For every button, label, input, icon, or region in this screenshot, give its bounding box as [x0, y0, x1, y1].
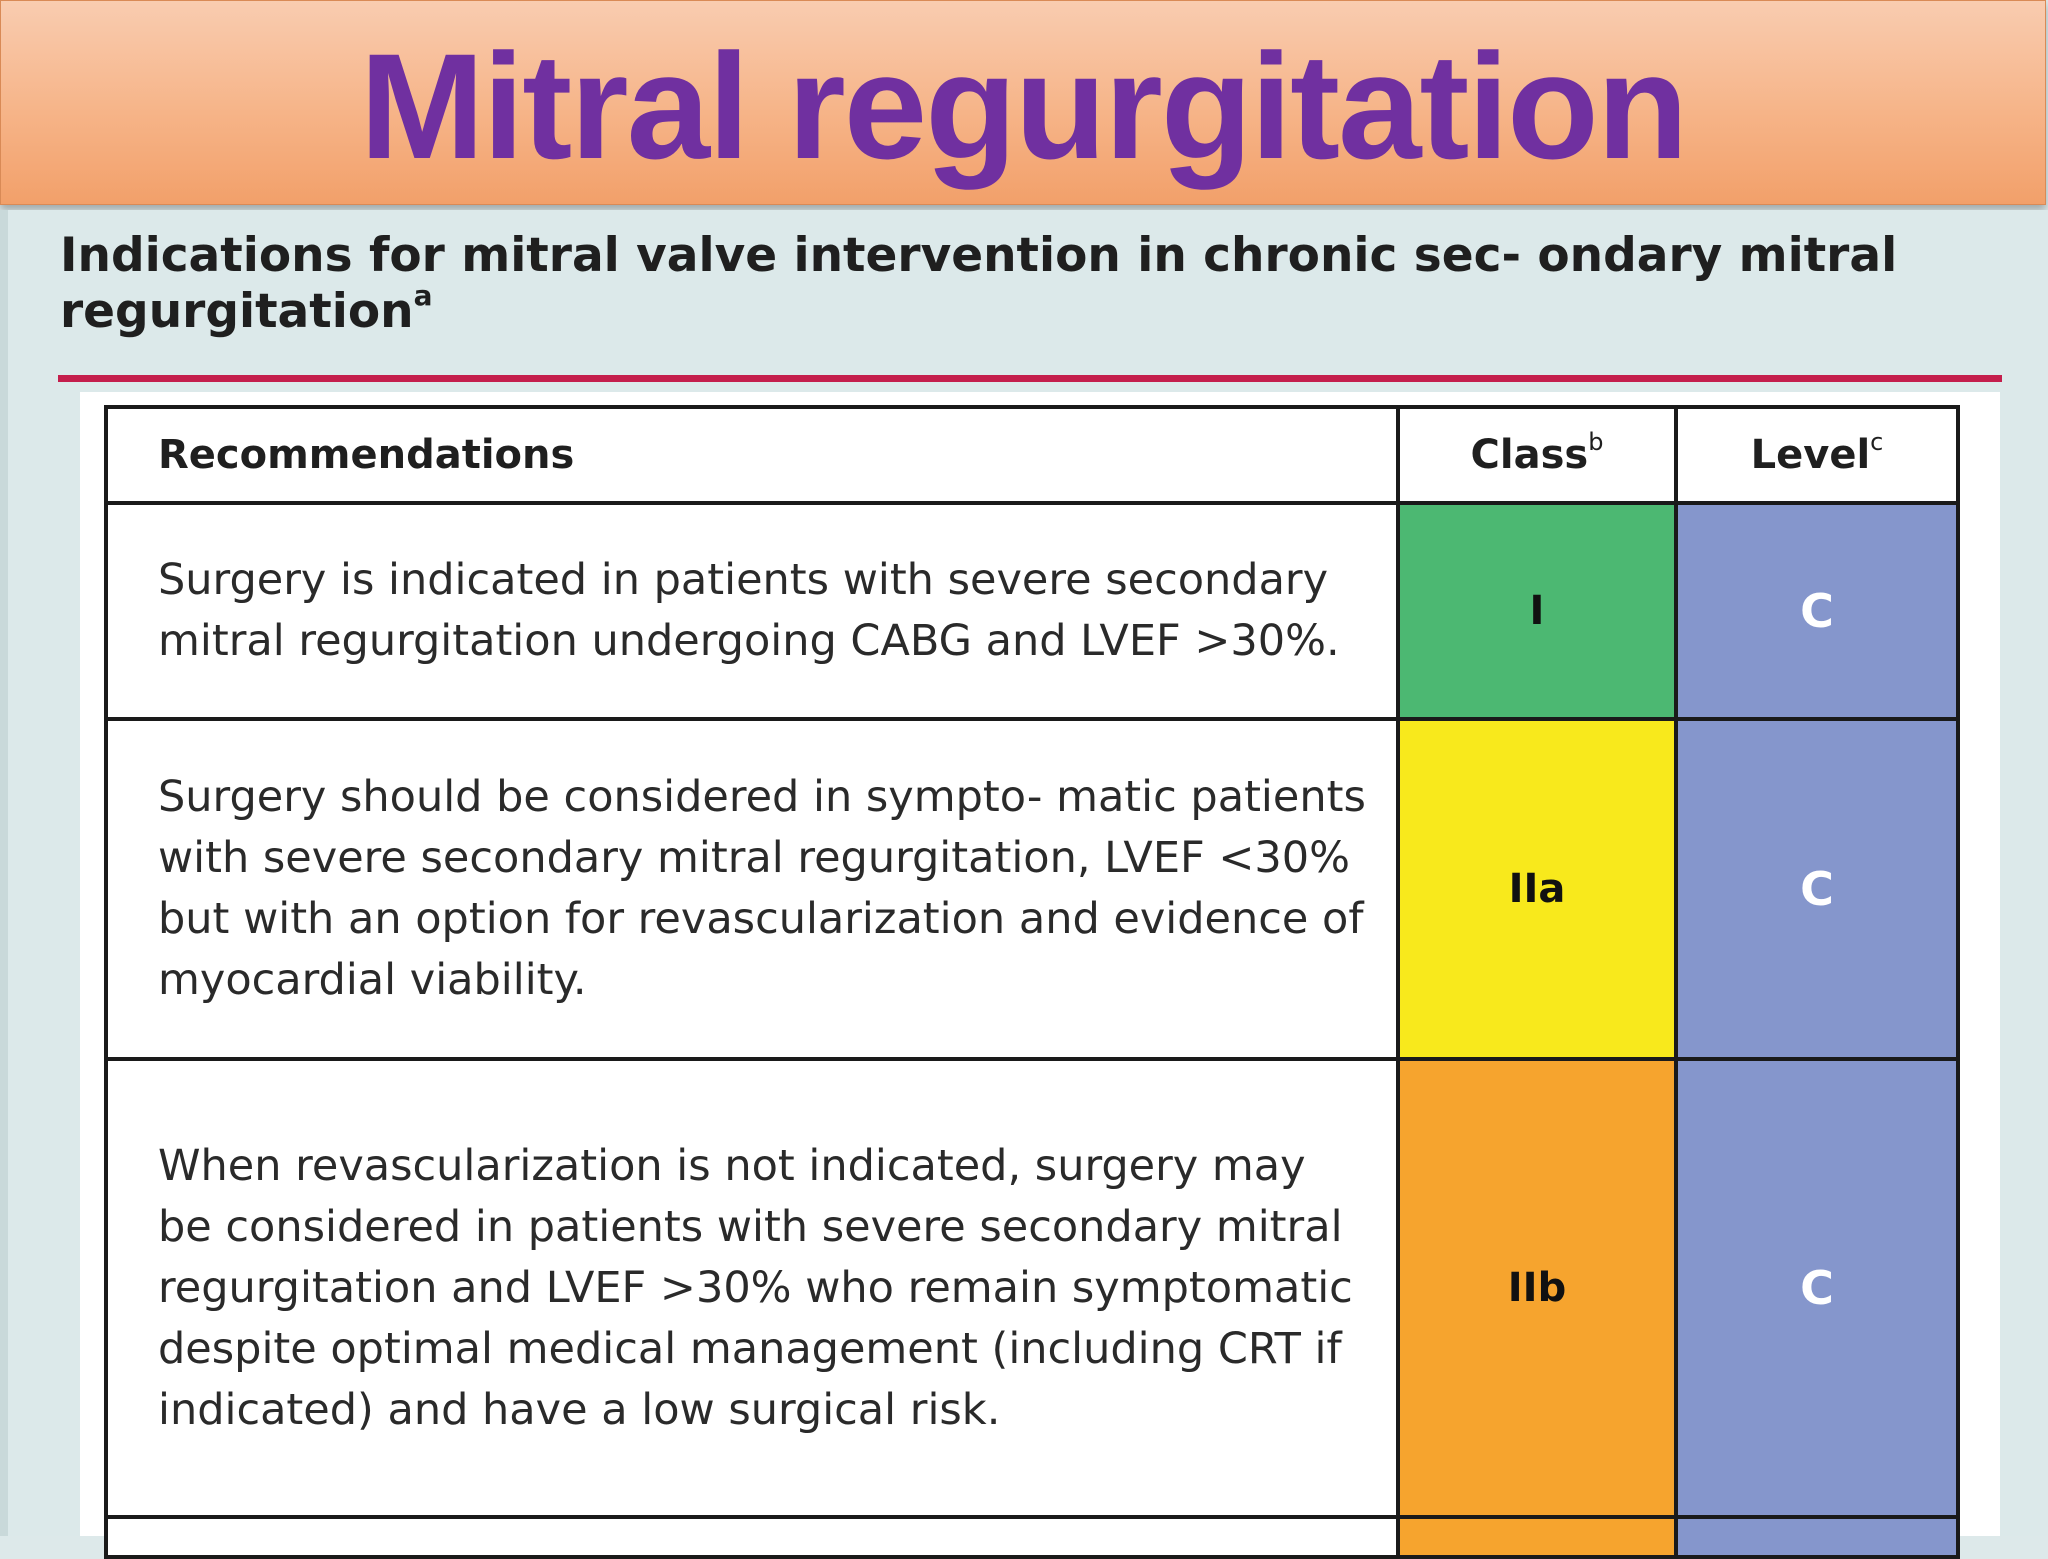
class-cell: IIa — [1398, 719, 1676, 1059]
table-heading — [60, 228, 2020, 340]
recommendation-text: Surgery is indicated in patients with severe secondary mitral regurgitation undergoing CABG and LVEF >30%. — [106, 503, 1398, 719]
recommendation-text: When revascularization is not indicated, surgery may be considered in patients with severe secondary mitral regurgitation and LVEF >30% who remain symptomatic despite optimal medical management (including CRT if indicated) and have a low surgical risk. — [106, 1059, 1398, 1517]
table-row — [106, 719, 1958, 1059]
slide-title: Mitral regurgitation — [359, 22, 1687, 190]
recommendation-text: Surgery should be considered in sympto- matic patients with severe secondary mitral regurgitation, LVEF <30% but with an option for revascularization and evidence of myocardial viability. — [106, 719, 1398, 1059]
class-cell: I — [1398, 503, 1676, 719]
recommendation-text-partial — [106, 1517, 1398, 1557]
level-cell: C — [1676, 719, 1958, 1059]
red-divider — [58, 375, 2002, 382]
class-cell-partial — [1398, 1517, 1676, 1557]
left-edge-strip — [0, 210, 8, 1536]
title-banner — [0, 0, 2046, 205]
recommendations-table — [104, 405, 1960, 1559]
header-level — [1676, 407, 1958, 503]
header-class-footnote: b — [1588, 428, 1604, 456]
class-cell: IIb — [1398, 1059, 1676, 1517]
heading-text: Indications for mitral valve intervention in chronic sec- ondary mitral regurgitation — [60, 228, 1898, 339]
level-cell-partial — [1676, 1517, 1958, 1557]
heading-footnote: a — [413, 279, 433, 312]
header-class — [1398, 407, 1676, 503]
level-cell: C — [1676, 503, 1958, 719]
table-header-row — [106, 407, 1958, 503]
header-level-footnote: c — [1870, 428, 1884, 456]
level-cell: C — [1676, 1059, 1958, 1517]
table-row — [106, 1059, 1958, 1517]
table-row — [106, 503, 1958, 719]
header-recommendations: Recommendations — [106, 407, 1398, 503]
header-level-label: Level — [1750, 432, 1871, 478]
table-row-partial — [106, 1517, 1958, 1557]
header-class-label: Class — [1470, 432, 1589, 478]
